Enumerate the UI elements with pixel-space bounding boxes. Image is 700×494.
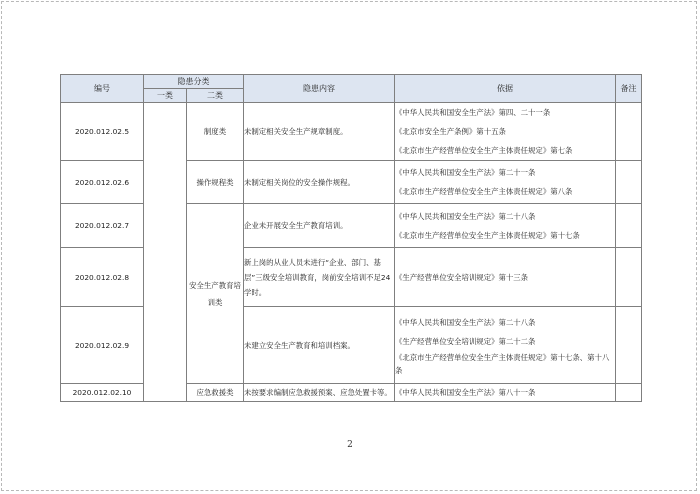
header-category-level1: 一类 bbox=[144, 89, 187, 103]
basis-cell bbox=[395, 248, 616, 307]
basis-line: 《生产经营单位安全培训规定》第二十二条 bbox=[395, 337, 536, 346]
basis-cell bbox=[395, 161, 616, 204]
basis-line: 《北京市安全生产条例》第十五条 bbox=[395, 127, 506, 136]
basis-line: 《北京市生产经营单位安全生产主体责任规定》第七条 bbox=[395, 146, 573, 155]
basis-line: 《中华人民共和国安全生产法》第二十八条 bbox=[395, 318, 536, 327]
category-level2-cell: 制度类 bbox=[187, 103, 244, 161]
basis-line: 《中华人民共和国安全生产法》第八十一条 bbox=[395, 388, 536, 397]
row-number: 2020.012.02.10 bbox=[61, 384, 144, 402]
basis-cell bbox=[395, 384, 616, 402]
row-number: 2020.012.02.8 bbox=[61, 248, 144, 307]
header-category-level2: 二类 bbox=[187, 89, 244, 103]
remarks-cell bbox=[616, 384, 642, 402]
remarks-cell bbox=[616, 103, 642, 161]
hazard-content-cell: 新上岗的从业人员未进行“企业、部门、基层”三级安全培训教育，岗前安全培训不足24学时。 bbox=[244, 248, 395, 307]
hazard-content-cell: 未制定相关岗位的安全操作规程。 bbox=[244, 161, 395, 204]
category-level2-cell: 操作规程类 bbox=[187, 161, 244, 204]
basis-cell bbox=[395, 204, 616, 248]
hazard-content-cell: 未制定相关安全生产规章制度。 bbox=[244, 103, 395, 161]
header-number: 编号 bbox=[61, 75, 144, 103]
basis-line: 《中华人民共和国安全生产法》第二十一条 bbox=[395, 168, 536, 177]
category-level2-cell: 应急救援类 bbox=[187, 384, 244, 402]
basis-line: 《生产经营单位安全培训规定》第十三条 bbox=[395, 272, 529, 282]
remarks-cell bbox=[616, 204, 642, 248]
basis-line: 《中华人民共和国安全生产法》第四、二十一条 bbox=[395, 108, 551, 117]
basis-line: 《北京市生产经营单位安全生产主体责任规定》第十七条 bbox=[395, 230, 580, 240]
row-number: 2020.012.02.7 bbox=[61, 204, 144, 248]
remarks-cell bbox=[616, 248, 642, 307]
header-remarks: 备注 bbox=[616, 75, 642, 103]
page-number: 2 bbox=[347, 440, 353, 450]
row-number: 2020.012.02.9 bbox=[61, 307, 144, 384]
hazard-table bbox=[60, 74, 642, 402]
row-number: 2020.012.02.5 bbox=[61, 103, 144, 161]
header-basis: 依据 bbox=[395, 75, 616, 103]
remarks-cell bbox=[616, 307, 642, 384]
header-hazard-content: 隐患内容 bbox=[244, 75, 395, 103]
header-hazard-category: 隐患分类 bbox=[144, 75, 244, 89]
hazard-content-cell: 企业未开展安全生产教育培训。 bbox=[244, 204, 395, 248]
category-level2-cell: 安全生产教育培训类 bbox=[187, 204, 244, 384]
basis-line: 《中华人民共和国安全生产法》第二十八条 bbox=[395, 211, 536, 221]
basis-line: 《北京市生产经营单位安全生产主体责任规定》第八条 bbox=[395, 187, 573, 196]
row-number: 2020.012.02.6 bbox=[61, 161, 144, 204]
remarks-cell bbox=[616, 161, 642, 204]
basis-line: 《北京市生产经营单位安全生产主体责任规定》第十七条、第十八条 bbox=[395, 353, 610, 375]
basis-cell bbox=[395, 103, 616, 161]
hazard-content-cell: 未按要求编制应急救援预案、应急处置卡等。 bbox=[244, 384, 395, 402]
table-row bbox=[61, 103, 642, 161]
basis-cell bbox=[395, 307, 616, 384]
hazard-content-cell: 未建立安全生产教育和培训档案。 bbox=[244, 307, 395, 384]
category-level1-cell bbox=[144, 103, 187, 402]
